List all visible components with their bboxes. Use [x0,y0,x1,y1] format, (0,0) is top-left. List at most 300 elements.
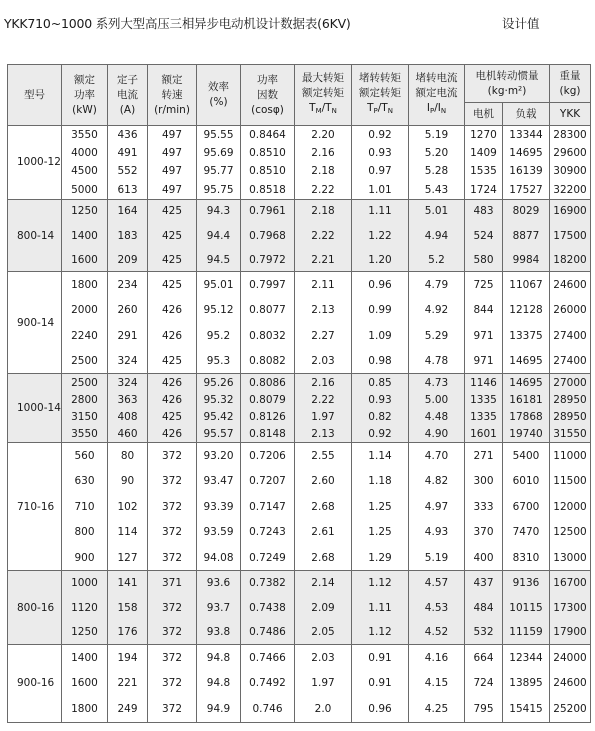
table-group [8,272,591,374]
table-cell: 95.42 [197,408,241,425]
model-cell: 800-14 [8,199,62,272]
table-cell: 324 [108,348,148,374]
table-row [8,468,591,494]
table-cell: 80 [108,443,148,469]
table-cell: 2.16 [295,144,352,162]
table-row [8,323,591,349]
table-cell: 426 [148,391,197,408]
table-cell: 95.75 [197,181,241,199]
table-cell: 2.68 [295,545,352,571]
table-cell: 497 [148,126,197,144]
model-cell: 900-14 [8,272,62,374]
table-row [8,297,591,323]
table-group [8,126,591,200]
table-row [8,595,591,620]
table-cell: 16900 [550,199,591,223]
table-cell: 4.73 [409,374,465,391]
table-cell: 3550 [62,426,108,443]
table-cell: 2.03 [295,644,352,670]
table-cell: 425 [148,272,197,298]
table-cell: 400 [465,545,503,571]
table-cell: 0.7466 [241,644,295,670]
table-cell: 94.3 [197,199,241,223]
table-cell: 630 [62,468,108,494]
header-locked-torque-ratio: 堵转转矩 额定转矩 $T_P/T_N$ [352,65,409,126]
table-cell: 11067 [503,272,550,298]
table-cell: 372 [148,595,197,620]
table-cell: 0.7249 [241,545,295,571]
table-cell: 497 [148,144,197,162]
table-cell: 0.99 [352,297,409,323]
table-cell: 2800 [62,391,108,408]
table-cell: 491 [108,144,148,162]
header-model: 型号 [8,65,62,126]
table-cell: 1.14 [352,443,409,469]
table-cell: 1.29 [352,545,409,571]
table-cell: 12000 [550,494,591,520]
table-group [8,199,591,272]
table-cell: 2.22 [295,391,352,408]
table-cell: 2.05 [295,620,352,645]
table-cell: 4.53 [409,595,465,620]
table-cell: 2.16 [295,374,352,391]
table-cell: 0.7243 [241,519,295,545]
table-cell: 372 [148,620,197,645]
table-cell: 4.90 [409,426,465,443]
table-cell: 1600 [62,248,108,272]
table-cell: 102 [108,494,148,520]
table-cell: 1600 [62,670,108,696]
table-cell: 176 [108,620,148,645]
table-cell: 1.97 [295,408,352,425]
header-power: 额定 功率 (kW) [62,65,108,126]
table-cell: 95.2 [197,323,241,349]
table-cell: 2.11 [295,272,352,298]
table-group [8,644,591,722]
table-cell: 2.03 [295,348,352,374]
table-group [8,443,591,571]
table-cell: 95.3 [197,348,241,374]
table-row [8,126,591,144]
table-cell: 4.25 [409,696,465,722]
table-cell: 436 [108,126,148,144]
table-cell: 724 [465,670,503,696]
table-cell: 580 [465,248,503,272]
table-cell: 372 [148,443,197,469]
table-cell: 372 [148,670,197,696]
table-cell: 2.27 [295,323,352,349]
table-cell: 29600 [550,144,591,162]
table-cell: 613 [108,181,148,199]
table-cell: 4.92 [409,297,465,323]
table-cell: 93.59 [197,519,241,545]
table-cell: 9984 [503,248,550,272]
table-cell: 95.01 [197,272,241,298]
table-row [8,519,591,545]
table-cell: 0.85 [352,374,409,391]
table-cell: 164 [108,199,148,223]
table-cell: 94.4 [197,223,241,247]
table-cell: 560 [62,443,108,469]
table-cell: 1.22 [352,223,409,247]
table-cell: 2.61 [295,519,352,545]
table-cell: 260 [108,297,148,323]
table-group [8,571,591,645]
table-cell: 0.8077 [241,297,295,323]
header-locked-current-ratio: 堵转电流 额定电流 $I_P/I_N$ [409,65,465,126]
table-cell: 194 [108,644,148,670]
table-cell: 17500 [550,223,591,247]
table-cell: 93.6 [197,571,241,596]
table-cell: 0.7997 [241,272,295,298]
table-cell: 10115 [503,595,550,620]
table-cell: 16139 [503,162,550,180]
table-cell: 4.79 [409,272,465,298]
table-cell: 94.9 [197,696,241,722]
table-cell: 0.8464 [241,126,295,144]
table-cell: 664 [465,644,503,670]
table-cell: 5.28 [409,162,465,180]
table-cell: 1250 [62,620,108,645]
table-cell: 8310 [503,545,550,571]
table-cell: 0.7207 [241,468,295,494]
header-speed: 额定 转速 (r/min) [148,65,197,126]
table-cell: 5.19 [409,545,465,571]
table-cell: 234 [108,272,148,298]
table-cell: 426 [148,323,197,349]
table-cell: 1800 [62,272,108,298]
table-cell: 1.25 [352,494,409,520]
table-cell: 8029 [503,199,550,223]
table-cell: 90 [108,468,148,494]
table-cell: 1.12 [352,620,409,645]
model-cell: 900-16 [8,644,62,722]
table-row [8,696,591,722]
page-subtitle: 设计值 [502,16,540,31]
table-cell: 11159 [503,620,550,645]
table-cell: 94.8 [197,644,241,670]
table-cell: 24600 [550,670,591,696]
header-inertia: 电机转动惯量 (kg·m²) [465,65,550,103]
table-cell: 12344 [503,644,550,670]
table-cell: 0.8079 [241,391,295,408]
table-cell: 11500 [550,468,591,494]
table-row [8,670,591,696]
table-cell: 425 [148,199,197,223]
table-row [8,248,591,272]
table-cell: 13344 [503,126,550,144]
table-cell: 28300 [550,126,591,144]
table-cell: 363 [108,391,148,408]
table-cell: 271 [465,443,503,469]
table-cell: 1.11 [352,199,409,223]
header-inertia-motor: 电机 [465,103,503,126]
table-cell: 9136 [503,571,550,596]
table-cell: 1250 [62,199,108,223]
table-cell: 372 [148,519,197,545]
spec-table [7,64,591,723]
table-cell: 437 [465,571,503,596]
table-cell: 209 [108,248,148,272]
table-cell: 28950 [550,408,591,425]
table-cell: 371 [148,571,197,596]
table-cell: 291 [108,323,148,349]
table-cell: 4500 [62,162,108,180]
table-cell: 0.7382 [241,571,295,596]
table-cell: 971 [465,348,503,374]
table-cell: 795 [465,696,503,722]
table-cell: 5.00 [409,391,465,408]
table-cell: 17300 [550,595,591,620]
table-cell: 0.98 [352,348,409,374]
table-cell: 844 [465,297,503,323]
table-cell: 16181 [503,391,550,408]
table-header [8,65,591,126]
table-cell: 0.7972 [241,248,295,272]
table-cell: 158 [108,595,148,620]
table-cell: 4.48 [409,408,465,425]
table-cell: 1.12 [352,571,409,596]
table-cell: 13000 [550,545,591,571]
table-row [8,391,591,408]
table-cell: 552 [108,162,148,180]
table-cell: 27400 [550,348,591,374]
header-efficiency: 效率 (%) [197,65,241,126]
table-cell: 4.97 [409,494,465,520]
table-cell: 95.55 [197,126,241,144]
table-cell: 1.97 [295,670,352,696]
table-cell: 25200 [550,696,591,722]
table-cell: 19740 [503,426,550,443]
table-cell: 1800 [62,696,108,722]
table-cell: 0.8510 [241,144,295,162]
table-cell: 1.18 [352,468,409,494]
table-cell: 2.21 [295,248,352,272]
table-cell: 1400 [62,223,108,247]
model-cell: 800-16 [8,571,62,645]
table-cell: 221 [108,670,148,696]
table-cell: 114 [108,519,148,545]
table-cell: 93.47 [197,468,241,494]
table-cell: 532 [465,620,503,645]
table-cell: 333 [465,494,503,520]
table-cell: 32200 [550,181,591,199]
table-cell: 484 [465,595,503,620]
table-cell: 95.12 [197,297,241,323]
table-cell: 2.18 [295,162,352,180]
table-cell: 11000 [550,443,591,469]
table-cell: 800 [62,519,108,545]
table-cell: 6010 [503,468,550,494]
table-cell: 127 [108,545,148,571]
table-cell: 0.8510 [241,162,295,180]
table-cell: 4.52 [409,620,465,645]
table-cell: 5.01 [409,199,465,223]
table-cell: 1535 [465,162,503,180]
table-cell: 1.01 [352,181,409,199]
table-cell: 710 [62,494,108,520]
table-cell: 372 [148,644,197,670]
table-cell: 4.57 [409,571,465,596]
table-cell: 94.08 [197,545,241,571]
table-cell: 426 [148,297,197,323]
table-cell: 95.26 [197,374,241,391]
table-cell: 0.7147 [241,494,295,520]
table-cell: 249 [108,696,148,722]
table-row [8,644,591,670]
table-cell: 1400 [62,644,108,670]
table-cell: 408 [108,408,148,425]
table-cell: 5400 [503,443,550,469]
header-weight-ykk: YKK [550,103,591,126]
table-cell: 2.0 [295,696,352,722]
table-cell: 1409 [465,144,503,162]
table-cell: 5.19 [409,126,465,144]
table-cell: 18200 [550,248,591,272]
table-row [8,443,591,469]
table-cell: 12500 [550,519,591,545]
table-cell: 2240 [62,323,108,349]
table-cell: 2.20 [295,126,352,144]
table-cell: 497 [148,162,197,180]
table-cell: 26000 [550,297,591,323]
table-cell: 14695 [503,144,550,162]
table-cell: 95.32 [197,391,241,408]
table-cell: 0.7961 [241,199,295,223]
table-cell: 93.8 [197,620,241,645]
table-cell: 0.8082 [241,348,295,374]
table-cell: 300 [465,468,503,494]
table-row [8,162,591,180]
table-row [8,426,591,443]
table-cell: 0.8148 [241,426,295,443]
table-row [8,348,591,374]
table-row [8,545,591,571]
table-cell: 425 [148,223,197,247]
header-inertia-load: 负载 [503,103,550,126]
table-cell: 0.91 [352,644,409,670]
table-cell: 0.82 [352,408,409,425]
table-cell: 93.39 [197,494,241,520]
table-cell: 24000 [550,644,591,670]
table-cell: 2.09 [295,595,352,620]
table-cell: 15415 [503,696,550,722]
table-cell: 4.15 [409,670,465,696]
table-cell: 0.7206 [241,443,295,469]
table-cell: 324 [108,374,148,391]
table-cell: 0.746 [241,696,295,722]
table-cell: 0.8126 [241,408,295,425]
table-cell: 1270 [465,126,503,144]
table-cell: 14695 [503,348,550,374]
table-cell: 1335 [465,391,503,408]
table-row [8,620,591,645]
table-cell: 0.96 [352,272,409,298]
table-cell: 94.8 [197,670,241,696]
table-cell: 2500 [62,374,108,391]
table-row [8,199,591,223]
table-row [8,374,591,391]
table-cell: 0.7968 [241,223,295,247]
model-cell: 1000-12 [8,126,62,200]
table-cell: 8877 [503,223,550,247]
table-cell: 2.14 [295,571,352,596]
table-cell: 460 [108,426,148,443]
table-cell: 0.8032 [241,323,295,349]
table-cell: 95.77 [197,162,241,180]
header-max-torque-ratio: 最大转矩 额定转矩 $T_M/T_N$ [295,65,352,126]
table-cell: 5.2 [409,248,465,272]
table-cell: 2.13 [295,297,352,323]
table-cell: 0.7486 [241,620,295,645]
table-cell: 372 [148,468,197,494]
table-cell: 4.82 [409,468,465,494]
table-cell: 0.93 [352,391,409,408]
table-cell: 372 [148,494,197,520]
header-current: 定子 电流 (A) [108,65,148,126]
table-cell: 0.97 [352,162,409,180]
table-row [8,144,591,162]
table-cell: 5.20 [409,144,465,162]
table-cell: 13375 [503,323,550,349]
table-cell: 0.92 [352,126,409,144]
table-cell: 0.93 [352,144,409,162]
table-cell: 93.7 [197,595,241,620]
table-cell: 0.7492 [241,670,295,696]
table-cell: 7470 [503,519,550,545]
table-cell: 30900 [550,162,591,180]
header-power-factor: 功率 因数 (cosφ) [241,65,295,126]
table-cell: 31550 [550,426,591,443]
table-cell: 24600 [550,272,591,298]
table-group [8,374,591,443]
table-cell: 372 [148,696,197,722]
table-cell: 1335 [465,408,503,425]
table-cell: 1146 [465,374,503,391]
table-cell: 3550 [62,126,108,144]
table-cell: 95.69 [197,144,241,162]
table-cell: 28950 [550,391,591,408]
table-cell: 426 [148,374,197,391]
table-cell: 4.16 [409,644,465,670]
table-cell: 4.94 [409,223,465,247]
table-cell: 4.70 [409,443,465,469]
table-cell: 17868 [503,408,550,425]
page-title: YKK710~1000 系列大型高压三相异步电动机设计数据表(6KV) [4,16,351,31]
table-cell: 971 [465,323,503,349]
table-cell: 141 [108,571,148,596]
table-cell: 0.96 [352,696,409,722]
table-cell: 17527 [503,181,550,199]
table-cell: 5.29 [409,323,465,349]
table-cell: 12128 [503,297,550,323]
table-cell: 483 [465,199,503,223]
table-cell: 0.8518 [241,181,295,199]
table-cell: 1.11 [352,595,409,620]
table-cell: 1.20 [352,248,409,272]
table-cell: 900 [62,545,108,571]
table-cell: 27400 [550,323,591,349]
model-cell: 1000-14 [8,374,62,443]
table-cell: 93.20 [197,443,241,469]
table-cell: 0.7438 [241,595,295,620]
table-cell: 1601 [465,426,503,443]
table-cell: 2.68 [295,494,352,520]
table-row [8,181,591,199]
table-cell: 497 [148,181,197,199]
table-cell: 4000 [62,144,108,162]
table-cell: 1724 [465,181,503,199]
